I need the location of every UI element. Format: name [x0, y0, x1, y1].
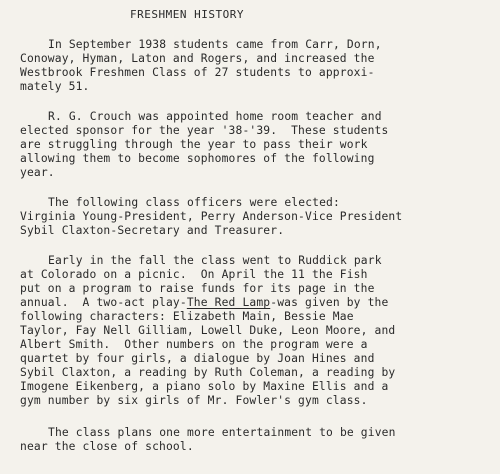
paragraph-5-line-2: near the close of school. [20, 440, 194, 453]
paragraph-1-line-3: Westbrook Freshmen Class of 27 students to approxi- [20, 66, 375, 79]
paragraph-5-line-1: The class plans one more entertainment to be given [48, 426, 396, 439]
paragraph-3-line-1: The following class officers were elected: [48, 196, 340, 209]
paragraph-3-line-3: Sybil Claxton-Secretary and Treasurer. [20, 224, 285, 237]
page-title: FRESHMEN HISTORY [130, 8, 244, 21]
play-title: The Red Lamp [186, 296, 271, 309]
paragraph-4-line-3: put on a program to raise funds for its page in the [20, 282, 375, 295]
paragraph-4-line-4-start: annual. A two-act play- [20, 296, 187, 309]
paragraph-4-line-9: Sybil Claxton, a reading by Ruth Coleman, a reading by [20, 366, 396, 379]
paragraph-4-line-6: Taylor, Fay Nell Gilliam, Lowell Duke, Leon Moore, and [20, 324, 396, 337]
paragraph-1-line-4: mately 51. [20, 80, 90, 93]
paragraph-4-line-4 [20, 296, 388, 310]
paragraph-4-line-1: Early in the fall the class went to Ruddick park [48, 254, 382, 267]
paragraph-4-line-7: Albert Smith. Other numbers on the program were a [20, 338, 368, 351]
paragraph-3-line-2: Virginia Young-President, Perry Anderson-Vice President [20, 210, 403, 223]
paragraph-2-line-3: are struggling through the year to pass their work [20, 138, 368, 151]
paragraph-2-line-1: R. G. Crouch was appointed home room teacher and [48, 110, 382, 123]
paragraph-4-line-4-end: -was given by the [270, 296, 389, 309]
paragraph-2-line-2: elected sponsor for the year '38-'39. These students [20, 124, 389, 137]
paragraph-4-line-10: Imogene Eikenberg, a piano solo by Maxine Ellis and a [20, 380, 389, 393]
paragraph-2-line-5: year. [20, 166, 55, 179]
paragraph-2-line-4: allowing them to become sophomores of the following [20, 152, 375, 165]
paragraph-4-line-5: following characters: Elizabeth Main, Bessie Mae [20, 310, 354, 323]
paragraph-4-line-2: at Colorado on a picnic. On April the 11 the Fish [20, 268, 368, 281]
paragraph-4-line-11: gym number by six girls of Mr. Fowler's gym class. [20, 394, 368, 407]
paragraph-4-line-8: quartet by four girls, a dialogue by Joan Hines and [20, 352, 375, 365]
paragraph-1-line-2: Conoway, Hyman, Laton and Rogers, and increased the [20, 52, 375, 65]
paragraph-1-line-1: In September 1938 students came from Carr, Dorn, [48, 38, 382, 51]
